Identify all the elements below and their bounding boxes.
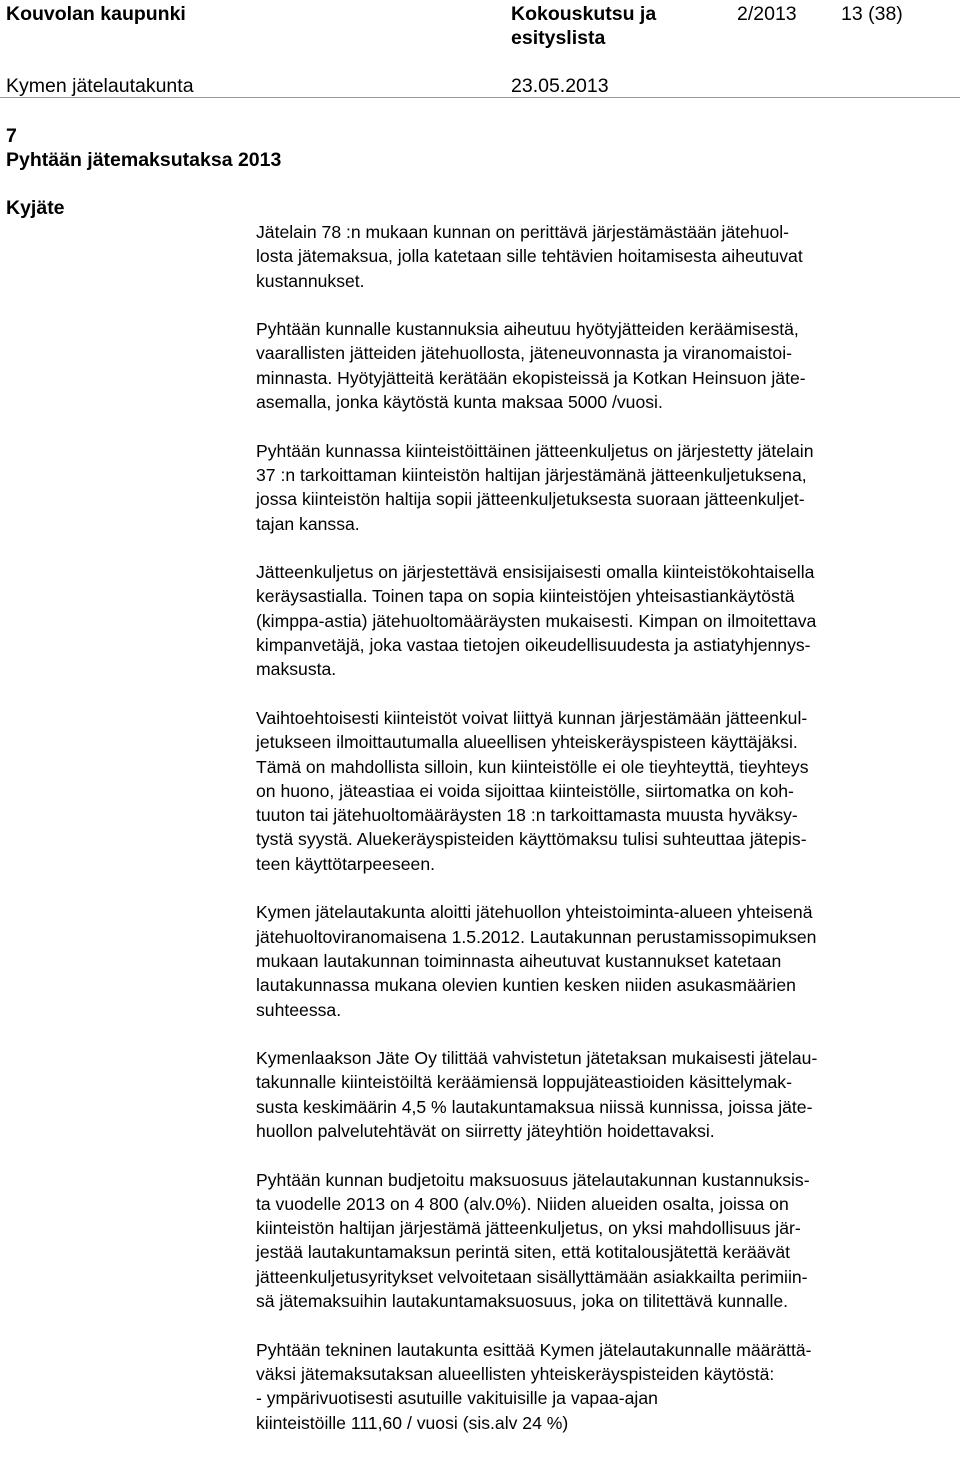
paragraph-line: lautakunnassa mukana olevien kuntien kesken niiden asukasmäärien	[256, 975, 796, 996]
paragraph-line: maksusta.	[256, 659, 337, 680]
paragraph-line: Vaihtoehtoisesti kiinteistöt voivat liittyä kunnan järjestämään jätteenkul-	[256, 707, 808, 728]
paragraph-line: väksi jätemaksutaksan alueellisten yhteiskeräyspisteiden käytöstä:	[256, 1363, 775, 1384]
paragraph-line: kiinteistön haltijan järjestämä jätteenkuljetus, on yksi mahdollisuus jär-	[256, 1218, 801, 1239]
paragraph-line: vaarallisten jätteiden jätehuollosta, jäteneuvonnasta ja viranomaistoi-	[256, 343, 792, 364]
paragraph-line: huollon palvelutehtävät on siirretty jäteyhtiön hoidettavaksi.	[256, 1120, 715, 1141]
paragraph-line: teen käyttötarpeeseen.	[256, 853, 435, 874]
committee-name: Kymen jätelautakunta	[6, 75, 194, 97]
paragraph-line: asemalla, jonka käytöstä kunta maksaa 5000 /vuosi.	[256, 392, 663, 413]
item-number: 7	[6, 125, 17, 147]
paragraph-line: kimpanvetäjä, joka vastaa tietojen oikeudellisuudesta ja astiatyhjennys-	[256, 635, 811, 656]
paragraph-line: sä jätemaksuihin lautakuntamaksuosuus, joka on tilitettävä kunnalle.	[256, 1291, 789, 1312]
header-divider	[0, 97, 960, 98]
paragraph-line: suhteessa.	[256, 999, 342, 1020]
paragraph-line: jätehuoltoviranomaisena 1.5.2012. Lautakunnan perustamissopimuksen	[256, 926, 817, 947]
paragraph-line: mukaan lautakunnan toiminnasta aiheutuvat kustannukset katetaan	[256, 950, 782, 971]
paragraph-line: jätteenkuljetusyritykset velvoitetaan sisällyttämään asiakkailta perimiin-	[256, 1266, 808, 1287]
paragraph-line: tajan kanssa.	[256, 513, 360, 534]
document-type: Kokouskutsu ja	[511, 3, 657, 25]
paragraph-line: jestää lautakuntamaksun perintä siten, että kotitalousjätettä keräävät	[256, 1242, 790, 1263]
paragraph	[256, 560, 946, 681]
paragraph-line: tystä syystä. Aluekeräyspisteiden käyttömaksu tulisi suhteuttaa jätepis-	[256, 829, 807, 850]
paragraph-line: Pyhtään kunnan budjetoitu maksuosuus jätelautakunnan kustannuksis-	[256, 1169, 810, 1190]
paragraph-line: - ympärivuotisesti asutuille vakituisille ja vapaa-ajan	[256, 1388, 658, 1409]
paragraph-line: keräysastialla. Toinen tapa on sopia kiinteistöjen yhteisastiankäytöstä	[256, 586, 795, 607]
paragraph-line: susta keskimäärin 4,5 % lautakuntamaksua niissä kunnissa, joissa jäte-	[256, 1096, 813, 1117]
paragraph-line: minnasta. Hyötyjätteitä kerätään ekopisteissä ja Kotkan Heinsuon jäte-	[256, 367, 806, 388]
paragraph-line: Kymenlaakson Jäte Oy tilittää vahvistetun jätetaksan mukaisesti jätelau-	[256, 1048, 818, 1069]
organization-name: Kouvolan kaupunki	[6, 3, 186, 25]
paragraph-line: losta jätemaksua, jolla katetaan sille tehtävien hoitamisesta aiheutuvat	[256, 246, 803, 267]
paragraph-line: 37 :n tarkoittaman kiinteistön haltijan järjestämänä jätteenkuljetuksena,	[256, 464, 807, 485]
item-title: Pyhtään jätemaksutaksa 2013	[6, 149, 282, 171]
paragraph-line: on huono, jäteastiaa ei voida sijoittaa kiinteistölle, siirtomatka on koh-	[256, 780, 794, 801]
paragraph-line: jetukseen ilmoittautumalla alueellisen yhteiskeräyspisteen käyttäjäksi.	[256, 732, 798, 753]
item-body	[256, 220, 946, 1459]
paragraph	[256, 1338, 946, 1435]
item-label: Kyjäte	[6, 197, 65, 219]
meeting-number: 2/2013	[737, 3, 797, 25]
paragraph-line: kustannukset.	[256, 270, 365, 291]
page-number: 13 (38)	[841, 3, 903, 25]
paragraph	[256, 1168, 946, 1314]
paragraph-line: Kymen jätelautakunta aloitti jätehuollon yhteistoiminta-alueen yhteisenä	[256, 902, 813, 923]
paragraph-line: jossa kiinteistön haltija sopii jätteenkuljetuksesta suoraan jätteenkuljet-	[256, 489, 805, 510]
paragraph	[256, 439, 946, 536]
paragraph-line: Jätteenkuljetus on järjestettävä ensisijaisesti omalla kiinteistökohtaisella	[256, 562, 815, 583]
paragraph-line: Jätelain 78 :n mukaan kunnan on perittävä järjestämästään jätehuol-	[256, 222, 790, 242]
paragraph-line: (kimppa-astia) jätehuoltomääräysten mukaisesti. Kimpan on ilmoitettava	[256, 610, 817, 631]
paragraph	[256, 220, 946, 293]
paragraph	[256, 900, 946, 1021]
paragraph	[256, 706, 946, 876]
paragraph-line: ta vuodelle 2013 on 4 800 (alv.0%). Niiden alueiden osalta, joissa on	[256, 1193, 789, 1214]
paragraph-line: Pyhtään kunnassa kiinteistöittäinen jätteenkuljetus on järjestetty jätelain	[256, 440, 814, 461]
paragraph	[256, 1046, 946, 1143]
paragraph-line: Pyhtään tekninen lautakunta esittää Kymen jätelautakunnalle määrättä-	[256, 1339, 812, 1360]
document-type-line2: esityslista	[511, 27, 606, 49]
paragraph-line: Pyhtään kunnalle kustannuksia aiheutuu hyötyjätteiden keräämisestä,	[256, 319, 799, 340]
paragraph-line: tuuton tai jätehuoltomääräysten 18 :n tarkoittamasta muusta hyväksy-	[256, 805, 798, 826]
paragraph-line: kiinteistöille 111,60 / vuosi (sis.alv 24 %)	[256, 1412, 569, 1433]
paragraph-line: Tämä on mahdollista silloin, kun kiinteistölle ei ole tieyhteyttä, tieyhteys	[256, 756, 809, 777]
meeting-date: 23.05.2013	[511, 75, 609, 97]
paragraph-line: takunnalle kiinteistöiltä keräämiensä loppujäteastioiden käsittelymak-	[256, 1072, 792, 1093]
paragraph	[256, 317, 946, 414]
